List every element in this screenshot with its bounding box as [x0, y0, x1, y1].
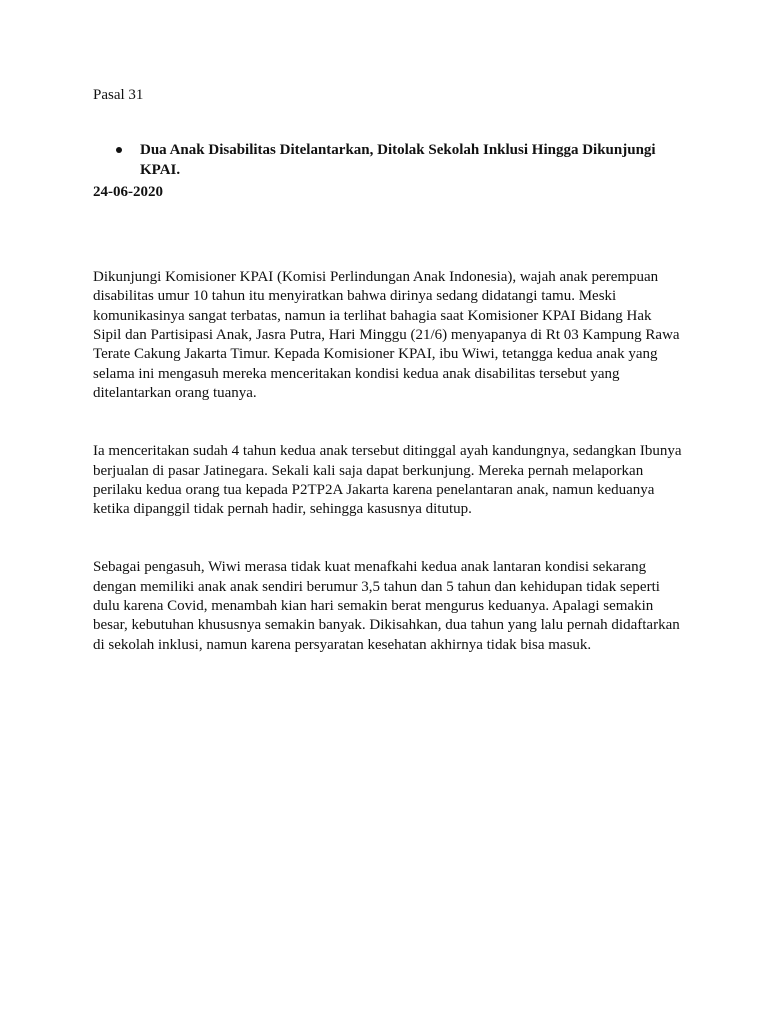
bullet-icon: [116, 147, 122, 153]
article-date: 24-06-2020: [93, 183, 163, 200]
body-paragraph-3: Sebagai pengasuh, Wiwi merasa tidak kuat menafkahi kedua anak lantaran kondisi sekarang dengan memiliki anak anak sendiri berumur 3,5 tahun dan 5 tahun dan kehidupan tidak seperti dulu karena Covid, menambah kian hari semakin berat mengurus keduanya. Apalagi semakin besar, kebutuhan khususnya semakin banyak. Dikisahkan, dua tahun yang lalu pernah didaftarkan di sekolah inklusi, namun karena persyaratan kesehatan akhirnya tidak bisa masuk.: [93, 559, 680, 653]
headline-text: Dua Anak Disabilitas Ditelantarkan, Ditolak Sekolah Inklusi Hingga Dikunjungi KPAI.: [140, 142, 656, 178]
document-page: [93, 86, 683, 655]
body-paragraph-1: Dikunjungi Komisioner KPAI (Komisi Perlindungan Anak Indonesia), wajah anak perempuan disabilitas umur 10 tahun itu menyiratkan bahwa dirinya sedang didatangi tamu. Meski komunikasinya sangat terbatas, namun ia terlihat bahagia saat Komisioner KPAI Bidang Hak Sipil dan Partisipasi Anak, Jasra Putra, Hari Minggu (21/6) menyapanya di Rt 03 Kampung Rawa Terate Cakung Jakarta Timur. Kepada Komisioner KPAI, ibu Wiwi, tetangga kedua anak yang selama ini mengasuh mereka menceritakan kondisi kedua anak disabilitas tersebut yang ditelantarkan orang tuanya.: [93, 269, 680, 401]
headline-item: [93, 141, 683, 180]
headline-list: [93, 141, 683, 180]
section-label: Pasal 31: [93, 87, 144, 103]
body-paragraph-2: Ia menceritakan sudah 4 tahun kedua anak tersebut ditinggal ayah kandungnya, sedangkan Ibunya berjualan di pasar Jatinegara. Sekali kali saja dapat berkunjung. Mereka pernah melaporkan perilaku kedua orang tua kepada P2TP2A Jakarta karena penelantaran anak, namun keduanya ketika dipanggil tidak pernah hadir, sehingga kasusnya ditutup.: [93, 443, 682, 518]
